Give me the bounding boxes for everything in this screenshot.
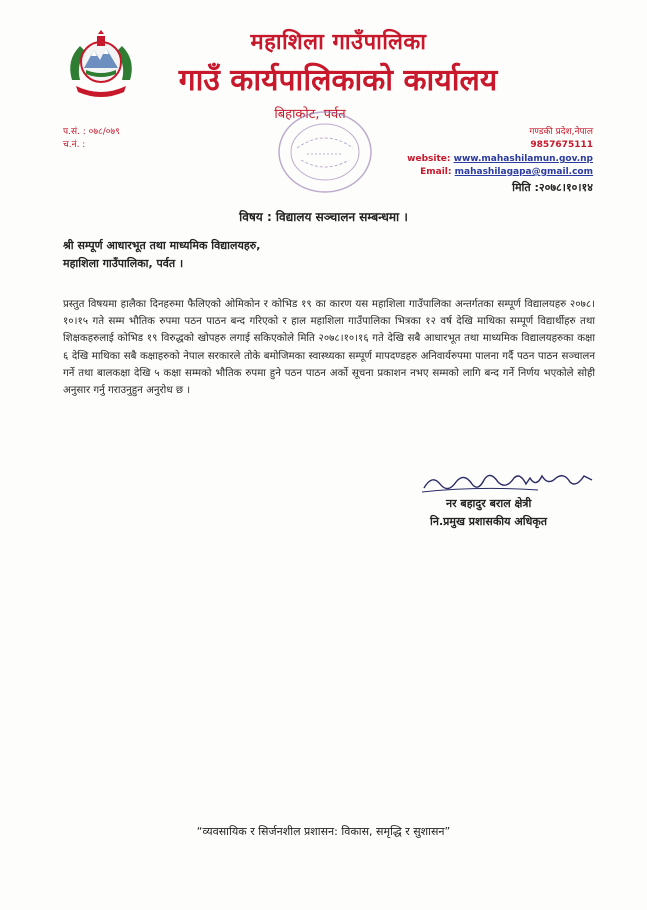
municipality-name: महाशिला गाउँपालिका [250,30,427,55]
website-link[interactable]: www.mahashilamun.gov.np [453,154,593,164]
signatory-name: नर बहादुर बराल क्षेत्री [446,497,532,510]
addressee-line-1: श्री सम्पूर्ण आधारभूत तथा माध्यमिक विद्यालयहरु, [63,239,261,252]
signature-icon [418,464,598,500]
website-line [407,154,593,164]
website-label: website: [407,154,451,164]
province: गण्डकी प्रदेश,नेपाल [529,127,593,137]
office-stamp-icon [275,108,375,196]
addressee-line-2: महाशिला गाउँपालिका, पर्वत । [63,257,184,270]
office-location: बिहाकोट, पर्वत [274,107,346,122]
reference-number: प.सं. : ०७८/०७९ [63,127,120,137]
footer-slogan: “व्यवसायिक र सिर्जनशील प्रशासन: विकास, समृद्धि र सुशासन” [196,825,451,838]
signatory-title: नि.प्रमुख प्रशासकीय अधिकृत [430,515,548,528]
email-link[interactable]: mahashilagapa@gmail.com [454,167,593,177]
letter-body: प्रस्तुत विषयमा हालैका दिनहरुमा फैलिएको ओमिकोन र कोभिड १९ का कारण यस महाशिला गाउँपालिका अन्तर्गतका सम्पूर्ण विद्यालयहरु २०७८।१०।१५ गते सम्म भौतिक रुपमा पठन पाठन बन्द गरिएको र हाल महाशिला गाउँपालिका भित्रका १२ वर्ष देखि माथिका सम्पूर्ण विद्यार्थीहरु तथा शिक्षकहरुलाई कोभिड १९ विरुद्धको खोपहरु लगाई सकिएकोले मिति २०७८।१०।१६ गते देखि सबै आधारभूत तथा माध्यमिक विद्यालयहरुका कक्षा ६ देखि माथिका सबै कक्षाहरुको नेपाल सरकारले तोके बमोजिमका स्वास्थ्यका सम्पूर्ण मापदण्डहरु अनिवार्यरुपमा पालना गर्दै पठन पाठन सञ्चालन गर्ने तथा बालकक्षा देखि ५ कक्षा सम्मको भौतिक रुपमा हुने पठन पाठन अर्को सूचना प्रकाशन नभए सम्मको लागि बन्द गर्ने निर्णय भएकोले सोही अनुसार गर्नु गराउनुहुन अनुरोध छ । [63,299,595,397]
letter-date: मिति :२०७८।१०।१४ [512,181,593,194]
email-line [420,167,593,177]
dispatch-number: च.नं. : [63,140,86,150]
phone-number: 9857675111 [530,140,593,150]
email-label: Email: [420,167,452,177]
office-name: गाउँ कार्यपालिकाको कार्यालय [178,63,498,98]
letter-subject: विषय : विद्यालय सञ्चालन सम्बन्धमा । [239,210,408,224]
